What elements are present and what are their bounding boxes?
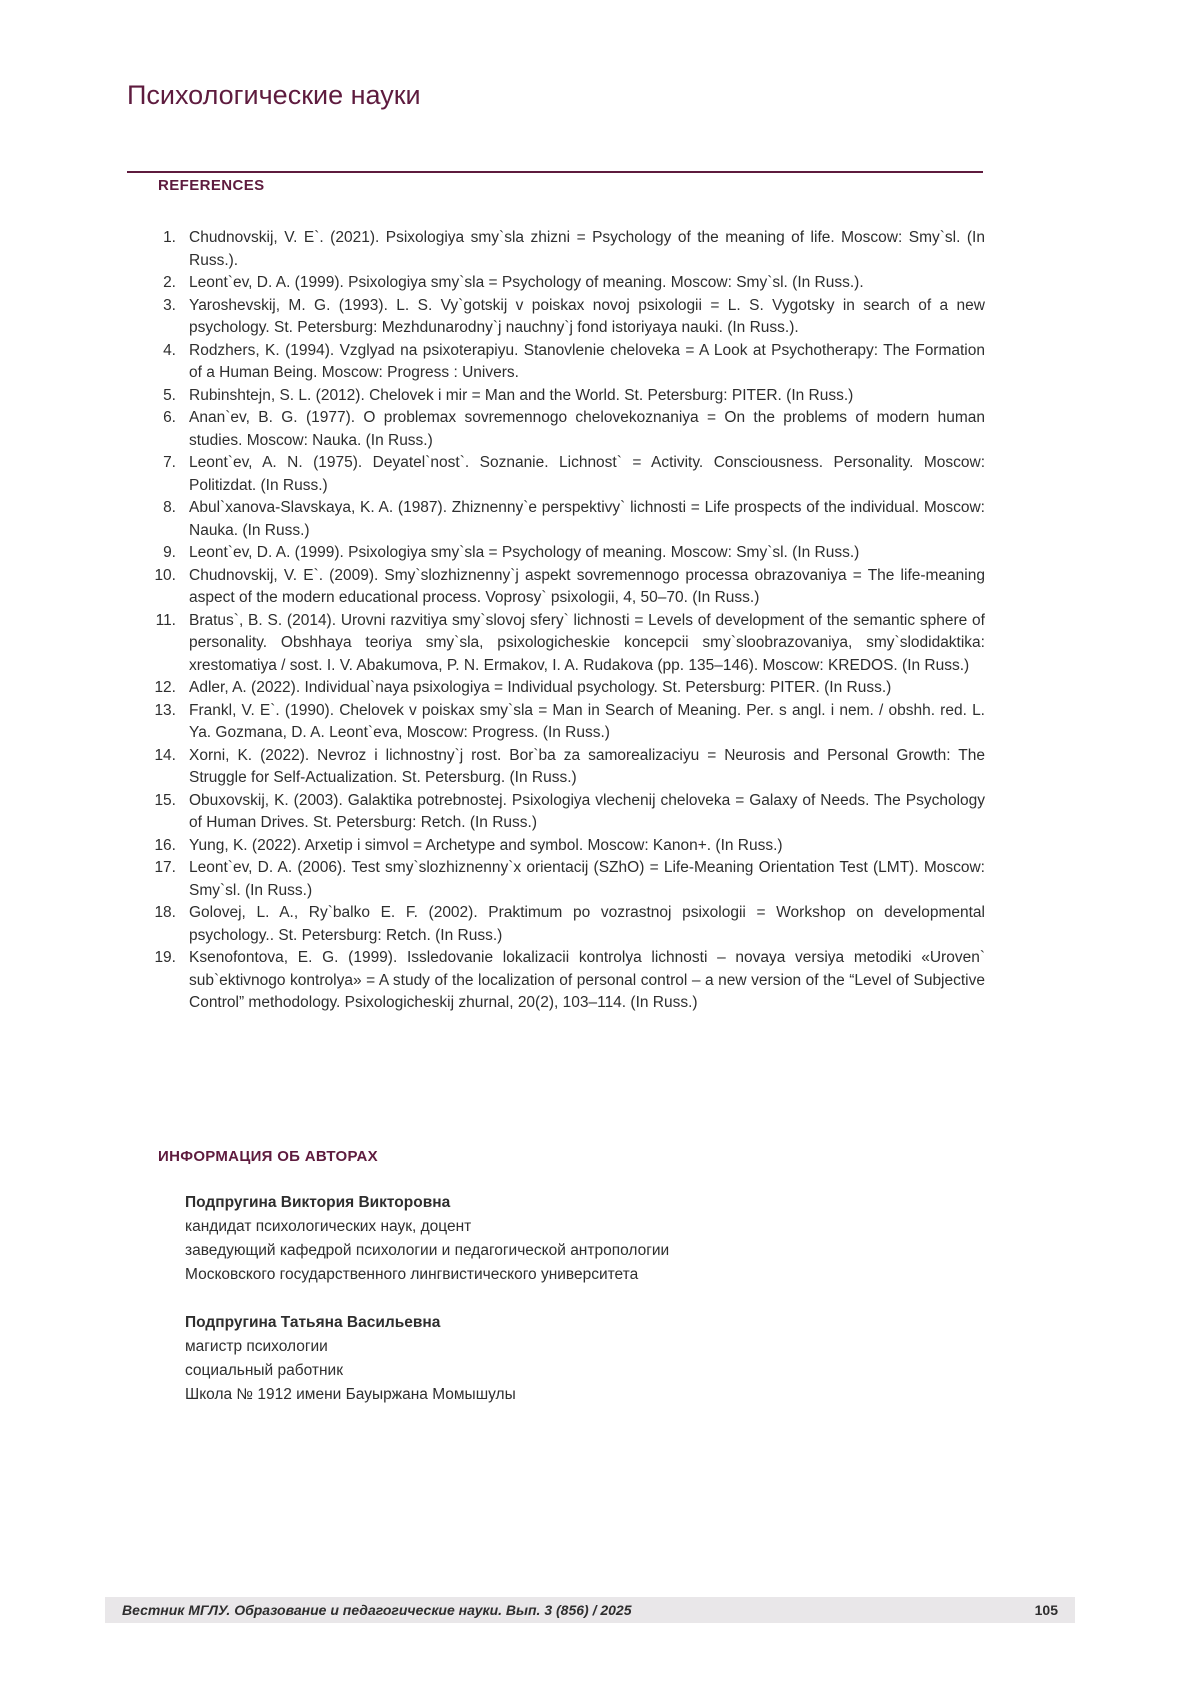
references-list	[145, 227, 985, 1015]
reference-number: 3.	[163, 296, 176, 314]
reference-text: Rodzhers, K. (1994). Vzglyad na psixoterapiyu. Stanovlenie cheloveka = A Look at Psychotherapy: The Formation of a Human Being. Moscow: Progress : Univers.	[189, 341, 985, 381]
reference-text: Leont`ev, D. A. (1999). Psixologiya smy`sla = Psychology of meaning. Moscow: Smy`sl. (In Russ.)	[189, 544, 860, 561]
reference-item	[145, 745, 985, 790]
reference-number: 9.	[163, 544, 176, 561]
reference-number: 14.	[154, 746, 176, 764]
reference-text: Leont`ev, D. A. (2006). Test smy`slozhiznenny`x orientacij (SZhO) = Life-Meaning Orientation Test (LMT). Moscow: Smy`sl. (In Russ.)	[189, 859, 985, 899]
reference-number: 13.	[154, 701, 176, 719]
reference-text: Bratus`, B. S. (2014). Urovni razvitiya smy`slovoj sfery` lichnosti = Levels of development of the semantic sphere of personality. Obshhaya teoriya smy`sla, psixologicheskie koncepcii smy`sloobrazovaniya, smy`slodidaktika: xrestomatiya / sost. I. V. Abakumova, P. N. Ermakov, I. A. Rudakova (pp. 135–146). Moscow: KREDOS. (In Russ.)	[189, 611, 985, 674]
footer-page-number: 105	[1034, 1602, 1058, 1618]
reference-number: 15.	[154, 791, 176, 809]
reference-item	[145, 700, 985, 745]
reference-item	[145, 857, 985, 902]
reference-number: 17.	[154, 859, 176, 876]
references-heading: REFERENCES	[158, 177, 265, 194]
reference-text: Chudnovskij, V. E`. (2009). Smy`slozhiznenny`j aspekt sovremennogo processa obrazovaniya = The life-meaning aspect of the modern educational process. Voprosy` psixologii, 4, 50–70. (In Russ.)	[189, 566, 985, 606]
reference-item	[145, 677, 985, 700]
reference-number: 18.	[154, 904, 176, 921]
reference-number: 12.	[154, 679, 176, 696]
reference-item	[145, 452, 985, 497]
reference-number: 5.	[163, 386, 176, 404]
horizontal-rule	[127, 171, 983, 173]
author-degree: магистр психологии	[185, 1338, 328, 1355]
reference-item	[145, 610, 985, 678]
reference-text: Chudnovskij, V. E`. (2021). Psixologiya smy`sla zhizni = Psychology of the meaning of life. Moscow: Smy`sl. (In Russ.).	[189, 229, 985, 269]
author-name: Подпругина Виктория Викторовна	[185, 1194, 451, 1211]
reference-item	[145, 272, 985, 295]
reference-item	[145, 227, 985, 272]
reference-text: Leont`ev, D. A. (1999). Psixologiya smy`sla = Psychology of meaning. Moscow: Smy`sl. (In Russ.).	[189, 274, 864, 291]
reference-text: Leont`ev, A. N. (1975). Deyatel`nost`. Soznanie. Lichnost` = Activity. Consciousness. Personality. Moscow: Politizdat. (In Russ.)	[189, 454, 985, 494]
reference-text: Ksenofontova, E. G. (1999). Issledovanie lokalizacii kontrolya lichnosti – novaya versiya metodiki «Uroven` sub`ektivnogo kontrolya» = A study of the localization of personal control – a new version of the “Level of Subjective Control” methodology. Psixologicheskij zhurnal, 20(2), 103–114. (In Russ.)	[189, 949, 985, 1011]
reference-item	[145, 295, 985, 340]
reference-item	[145, 542, 985, 565]
reference-item	[145, 835, 985, 858]
reference-number: 10.	[154, 566, 176, 584]
reference-number: 8.	[163, 499, 176, 516]
reference-item	[145, 790, 985, 835]
reference-number: 6.	[163, 409, 176, 426]
reference-text: Golovej, L. A., Ry`balko E. F. (2002). Praktimum po vozrastnoj psixologii = Workshop on developmental psychology.. St. Petersburg: Retch. (In Russ.)	[189, 904, 985, 944]
reference-text: Rubinshtejn, S. L. (2012). Chelovek i mir = Man and the World. St. Petersburg: PITER. (In Russ.)	[189, 386, 854, 404]
author-position: социальный работник	[185, 1362, 343, 1379]
author-block	[185, 1191, 998, 1287]
authors-info-heading: ИНФОРМАЦИЯ ОБ АВТОРАХ	[158, 1148, 378, 1165]
reference-text: Anan`ev, B. G. (1977). O problemax sovremennogo chelovekoznaniya = On the problems of modern human studies. Moscow: Nauka. (In Russ.)	[189, 409, 985, 449]
reference-item	[145, 947, 985, 1015]
reference-item	[145, 565, 985, 610]
reference-number: 4.	[163, 341, 176, 359]
footer-bar	[105, 1597, 1075, 1623]
author-affiliation: Школа № 1912 имени Бауыржана Момышулы	[185, 1386, 516, 1403]
reference-item	[145, 902, 985, 947]
reference-text: Yung, K. (2022). Arxetip i simvol = Archetype and symbol. Moscow: Kanon+. (In Russ.)	[189, 836, 783, 854]
author-position: заведующий кафедрой психологии и педагогической антропологии	[185, 1242, 670, 1259]
author-block	[185, 1311, 998, 1407]
authors-info-section	[158, 1148, 998, 1407]
reference-text: Obuxovskij, K. (2003). Galaktika potrebnostej. Psixologiya vlechenij cheloveka = Galaxy of Needs. The Psychology of Human Drives. St. Petersburg: Retch. (In Russ.)	[189, 791, 985, 831]
author-affiliation: Московского государственного лингвистического университета	[185, 1266, 639, 1283]
reference-item	[145, 340, 985, 385]
reference-number: 11.	[155, 611, 176, 629]
reference-number: 1.	[163, 229, 176, 246]
reference-text: Yaroshevskij, M. G. (1993). L. S. Vy`gotskij v poiskax novoj psixologii = L. S. Vygotsky in search of a new psychology. St. Petersburg: Mezhdunarodny`j nauchny`j fond istoriyaya nauki. (In Russ.).	[189, 296, 985, 336]
reference-item	[145, 497, 985, 542]
reference-number: 7.	[163, 454, 176, 471]
reference-text: Adler, A. (2022). Individual`naya psixologiya = Individual psychology. St. Petersburg: PITER. (In Russ.)	[189, 679, 892, 696]
reference-item	[145, 385, 985, 408]
reference-number: 16.	[154, 836, 176, 854]
reference-text: Xorni, K. (2022). Nevroz i lichnostny`j rost. Bor`ba za samorealizaciyu = Neurosis and Personal Growth: The Struggle for Self-Actualization. St. Petersburg. (In Russ.)	[189, 746, 985, 786]
section-title: Психологические науки	[127, 80, 421, 110]
author-name: Подпругина Татьяна Васильевна	[185, 1314, 441, 1331]
footer-journal-title: Вестник МГЛУ. Образование и педагогические науки. Вып. 3 (856) / 2025	[122, 1602, 632, 1618]
reference-number: 2.	[163, 274, 176, 291]
author-degree: кандидат психологических наук, доцент	[185, 1218, 472, 1235]
reference-item	[145, 407, 985, 452]
reference-text: Abul`xanova-Slavskaya, K. A. (1987). Zhiznenny`e perspektivy` lichnosti = Life prospects of the individual. Moscow: Nauka. (In Russ.)	[189, 499, 985, 539]
reference-text: Frankl, V. E`. (1990). Chelovek v poiskax smy`sla = Man in Search of Meaning. Per. s angl. i nem. / obshh. red. L. Ya. Gozmana, D. A. Leont`eva, Moscow: Progress. (In Russ.)	[189, 701, 985, 741]
reference-number: 19.	[154, 949, 176, 966]
